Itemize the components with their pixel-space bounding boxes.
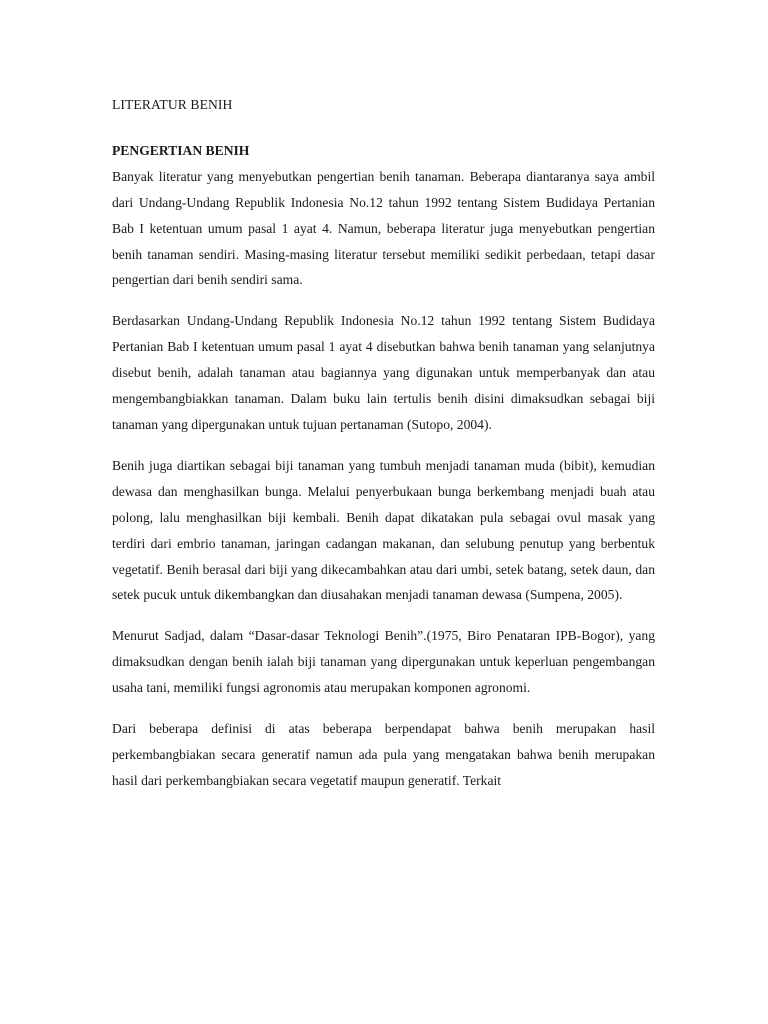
document-page	[112, 92, 655, 794]
paragraph-3: Benih juga diartikan sebagai biji tanaman yang tumbuh menjadi tanaman muda (bibit), kemudian dewasa dan menghasilkan bunga. Melalui penyerbukaan bunga berkembang menjadi buah atau polong, lalu menghasilkan biji kembali. Benih dapat dikatakan pula sebagai ovul masak yang terdiri dari embrio tanaman, jaringan cadangan makanan, dan selubung penutup yang berbentuk vegetatif. Benih berasal dari biji yang dikecambahkan atau dari umbi, setek batang, setek daun, dan setek pucuk untuk dikembangkan dan diusahakan menjadi tanaman dewasa (Sumpena, 2005).	[112, 457, 655, 603]
paragraph-2: Berdasarkan Undang-Undang Republik Indonesia No.12 tahun 1992 tentang Sistem Budidaya Pertanian Bab I ketentuan umum pasal 1 ayat 4 disebutkan bahwa benih tanaman yang selanjutnya disebut benih, adalah tanaman atau bagiannya yang digunakan untuk memperbanyak dan atau mengembangbiakkan tanaman. Dalam buku lain tertulis benih disini dimaksudkan sebagai biji tanaman yang dipergunakan untuk tujuan pertanaman (Sutopo, 2004).	[112, 313, 655, 432]
paragraph-5: Dari beberapa definisi di atas beberapa berpendapat bahwa benih merupakan hasil perkembangbiakan secara generatif namun ada pula yang mengatakan bahwa benih merupakan hasil dari perkembangbiakan secara vegetatif maupun generatif. Terkait	[112, 721, 655, 788]
paragraph-1: Banyak literatur yang menyebutkan pengertian benih tanaman. Beberapa diantaranya saya ambil dari Undang-Undang Republik Indonesia No.12 tahun 1992 tentang Sistem Budidaya Pertanian Bab I ketentuan umum pasal 1 ayat 4. Namun, beberapa literatur juga menyebutkan pengertian benih tanaman sendiri. Masing-masing literatur tersebut memiliki sedikit perbedaan, tetapi dasar pengertian dari benih sendiri sama.	[112, 168, 655, 288]
section-heading: PENGERTIAN BENIH	[112, 142, 250, 158]
document-title: LITERATUR BENIH	[112, 97, 233, 112]
paragraph-4: Menurut Sadjad, dalam “Dasar-dasar Teknologi Benih”.(1975, Biro Penataran IPB-Bogor), yang dimaksudkan dengan benih ialah biji tanaman yang dipergunakan untuk keperluan pengembangan usaha tani, memiliki fungsi agronomis atau merupakan komponen agronomi.	[112, 628, 655, 696]
